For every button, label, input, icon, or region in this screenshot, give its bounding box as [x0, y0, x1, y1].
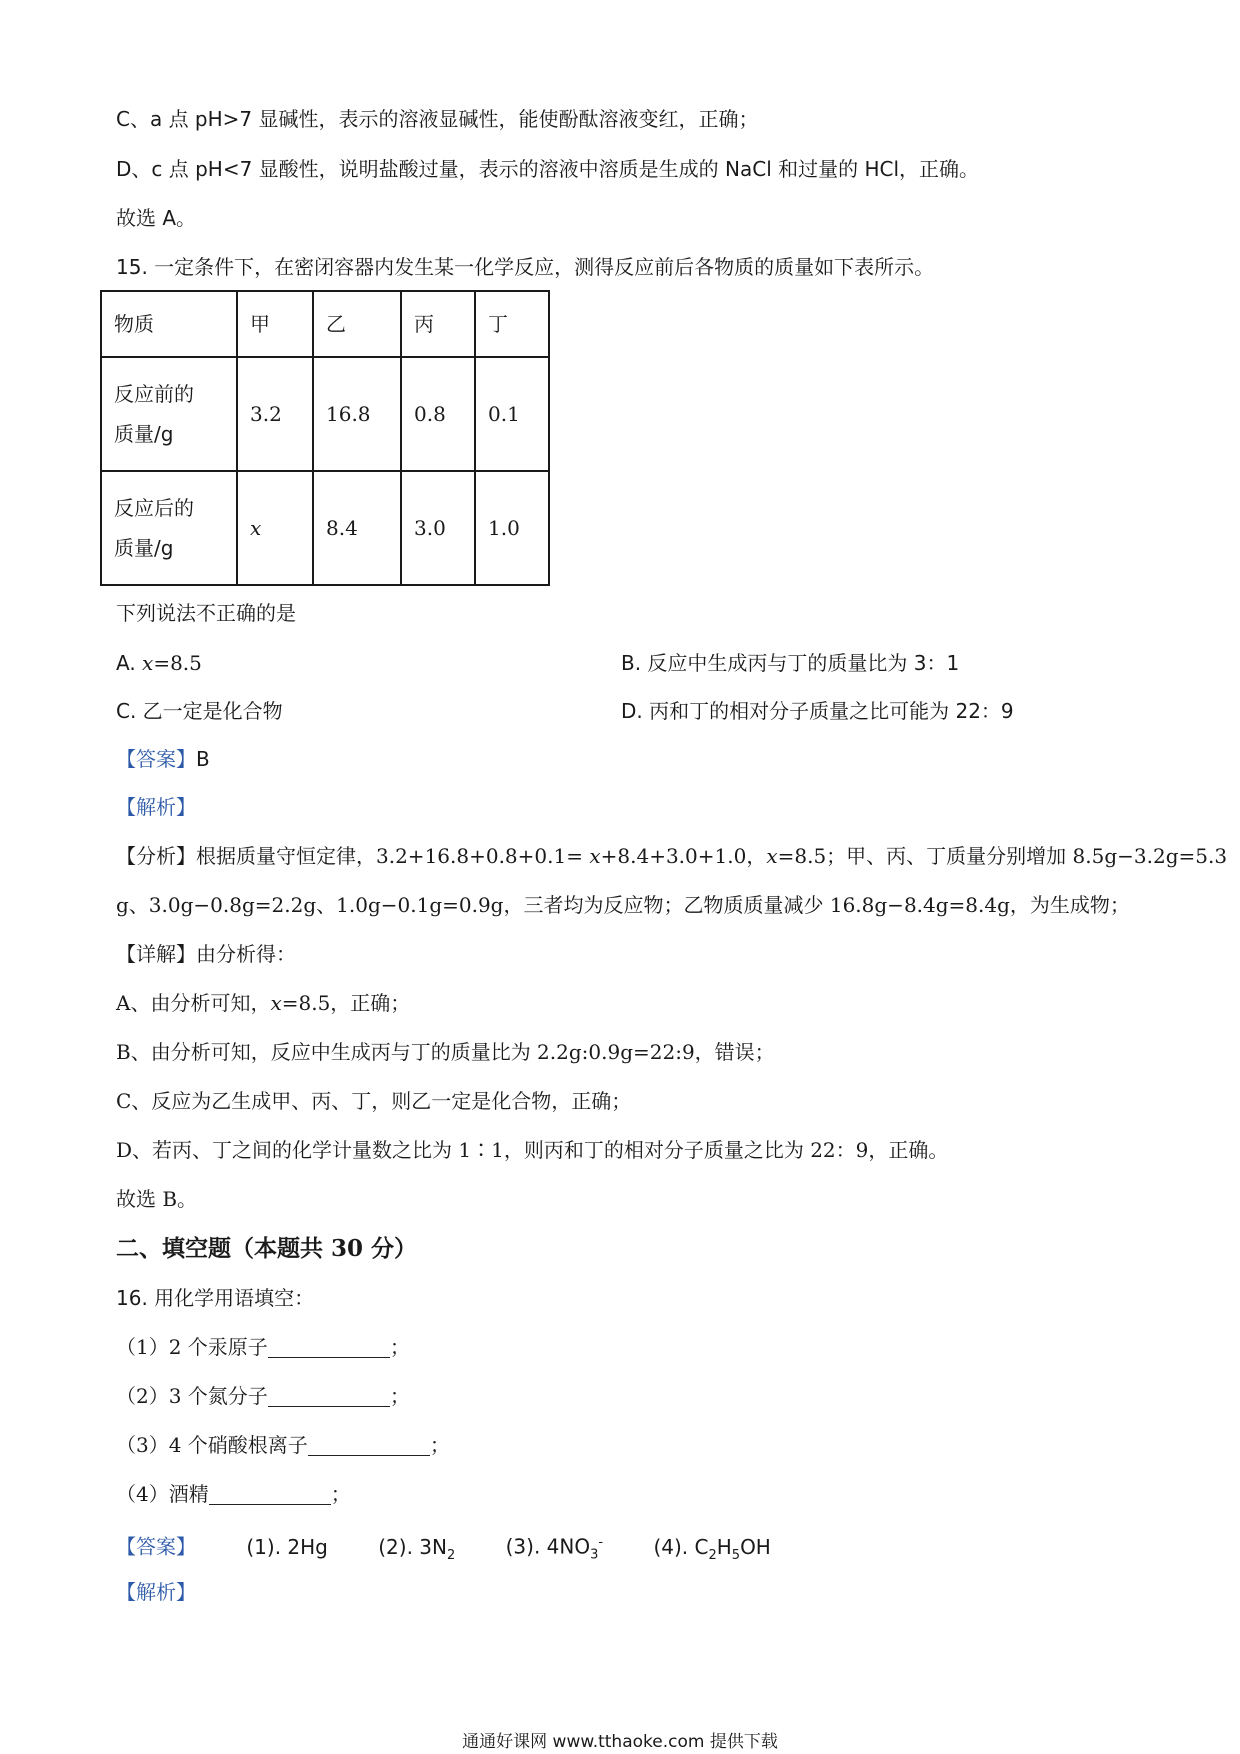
detail-line: 【详解】由分析得： [116, 942, 296, 966]
option-d: D. 丙和丁的相对分子质量之比可能为 22：9 [621, 699, 1014, 723]
page-footer: 通通好课网 www.tthaoke.com 提供下载 [462, 1732, 778, 1752]
answer-item: (3). $4NO_3^-$ [505, 1534, 604, 1563]
analysis-tag: 【解析】 [116, 1580, 196, 1604]
table-row [101, 291, 549, 357]
table-header-cell: 乙 [313, 291, 401, 357]
table-row-label: 反应后的 质量/g [101, 471, 237, 585]
table-row-label: 反应前的 质量/g [101, 357, 237, 471]
table-cell: 3.0 [401, 471, 475, 585]
fill-item: （2）3 个氮分子 ； [116, 1384, 410, 1408]
table-cell: 1.0 [475, 471, 549, 585]
question-15-stem: 15. 一定条件下，在密闭容器内发生某一化学反应，测得反应前后各物质的质量如下表所示。 [116, 255, 935, 279]
fill-item: （3）4 个硝酸根离子 ； [116, 1433, 450, 1457]
question-16-stem: 16. 用化学用语填空： [116, 1286, 315, 1310]
answer-15: 【答案】B [116, 747, 210, 771]
mass-table [100, 290, 550, 586]
fill-item: （4）酒精 ； [116, 1482, 351, 1506]
table-header-cell: 丙 [401, 291, 475, 357]
answer-blank[interactable] [268, 1386, 390, 1407]
answer-tag: 【答案】 [116, 747, 196, 771]
answer-item: (1). 2Hg [246, 1534, 328, 1559]
table-cell: 0.8 [401, 357, 475, 471]
question-15-prompt: 下列说法不正确的是 [116, 601, 296, 625]
table-cell: 16.8 [313, 357, 401, 471]
table-cell: 0.1 [475, 357, 549, 471]
table-cell: x [237, 471, 313, 585]
answer-tag: 【答案】 [116, 1534, 196, 1559]
table-row [101, 357, 549, 471]
table-header-cell: 丁 [475, 291, 549, 357]
fill-item: （1）2 个汞原子 ； [116, 1335, 410, 1359]
answer-blank[interactable] [268, 1337, 390, 1358]
analysis-line: 【分析】根据质量守恒定律，3.2+16.8+0.8+0.1= x+8.4+3.0+1.0，x=8.5；甲、丙、丁质量分别增加 8.5g−3.2g=5.3 [116, 844, 1228, 868]
table-header-cell: 物质 [101, 291, 237, 357]
text-line: C、a 点 pH>7 显碱性，表示的溶液显碱性，能使酚酞溶液变红，正确； [116, 107, 759, 131]
table-cell: 8.4 [313, 471, 401, 585]
detail-line: 故选 B。 [116, 1187, 198, 1211]
answer-item: (2). $3N_2$ [378, 1534, 456, 1563]
analysis-tag: 【解析】 [116, 795, 196, 819]
detail-line: B、由分析可知，反应中生成丙与丁的质量比为 2.2g:0.9g=22:9，错误； [116, 1040, 775, 1064]
detail-line: A、由分析可知，x=8.5，正确； [116, 991, 411, 1015]
answer-blank[interactable] [209, 1484, 331, 1505]
answer-blank[interactable] [308, 1435, 430, 1456]
detail-line: C、反应为乙生成甲、丙、丁，则乙一定是化合物，正确； [116, 1089, 632, 1113]
table-cell: 3.2 [237, 357, 313, 471]
text-line: 故选 A。 [116, 206, 197, 230]
analysis-line: g、3.0g−0.8g=2.2g、1.0g−0.1g=0.9g，三者均为反应物；乙物质质量减少 16.8g−8.4g=8.4g，为生成物； [116, 893, 1130, 917]
option-a: A. x=8.5 [116, 651, 202, 675]
table-row [101, 471, 549, 585]
answer-item: (4). $C_2H_5OH$ [653, 1534, 771, 1563]
text-line: D、c 点 pH<7 显酸性，说明盐酸过量，表示的溶液中溶质是生成的 NaCl 和过量的 HCl，正确。 [116, 157, 980, 181]
option-b: B. 反应中生成丙与丁的质量比为 3：1 [621, 651, 960, 675]
table-header-cell: 甲 [237, 291, 313, 357]
option-c: C. 乙一定是化合物 [116, 699, 283, 723]
answer-16 [116, 1530, 771, 1569]
detail-line: D、若丙、丁之间的化学计量数之比为 1∶1，则丙和丁的相对分子质量之比为 22：9，正确。 [116, 1138, 949, 1162]
section-title: 二、填空题（本题共 30 分） [116, 1235, 418, 1262]
